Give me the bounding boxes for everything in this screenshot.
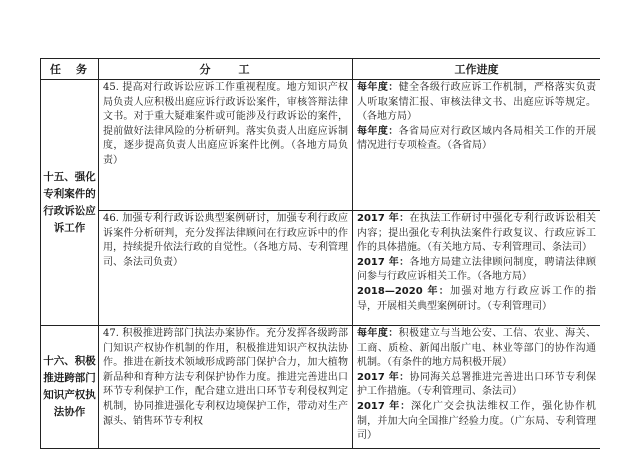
task-table (40, 58, 600, 449)
table-row (41, 326, 601, 449)
progress-item (357, 400, 596, 444)
document-page (40, 58, 600, 452)
progress-item (357, 285, 596, 314)
progress-lead: 每年度： (357, 125, 399, 137)
progress-cell (353, 211, 601, 326)
division-text: 45. 提高对行政诉讼应诉工作重视程度。地方知识产权局负责人应积极出庭应诉行政诉讼案件，审核答辩法律文书。对于重大疑难案件或可能涉及行政诉讼的案件，提前做好法律风险的分析研判。落实负责人出庭应诉制度，逐步提高负责人出庭应诉案件比例。（各地方局负责） (103, 82, 348, 166)
table-row (41, 80, 601, 211)
progress-text: 各地方局建立法律顾问制度，聘请法律顾问参与行政应诉相关工作。（各地方局） (357, 256, 596, 283)
table-row (41, 211, 601, 326)
division-cell (99, 80, 353, 211)
progress-item (357, 327, 596, 371)
division-text: 46. 加强专利行政诉讼典型案例研讨，加强专利行政应诉案件分析研判，充分发挥法律顾问在行政应诉中的作用，持续提升依法行政的自觉性。（各地方局、专利管理司、条法司负责） (103, 213, 348, 268)
progress-text: 积极建立与当地公安、工信、农业、海关、工商、质检、新闻出版广电、林业等部门的协作沟通机制。（有条件的地方局积极开展） (357, 328, 597, 369)
task-cell: 十五、强化专利案件的行政诉讼应诉工作 (41, 80, 99, 326)
progress-cell (353, 326, 601, 449)
header-progress: 工作进度 (353, 59, 601, 80)
progress-lead: 2017 年： (357, 400, 412, 412)
progress-text: 各省局应对行政区域内各局相关工作的开展情况进行专项检查。（各省局） (357, 125, 597, 152)
header-task: 任 务 (41, 59, 99, 80)
header-division: 分 工 (99, 59, 353, 80)
progress-lead: 每年度： (357, 328, 399, 339)
division-text: 47. 积极推进跨部门执法办案协作。充分发挥各级跨部门知识产权协作机制的作用，积极推进知识产权执法协作。推进在新技术领域形成跨部门保护合力，加大植物新品种和育种方法专利保护协作力度。推进完善进出口环节专利保护工作，配合建立进出口环节专利侵权判定机制，协同推进强化专利权边境保护工作，带动对生产源头、销售环节专利权 (103, 328, 348, 427)
progress-text: 协同海关总署推进完善进出口环节专利保护工作措施。（专利管理司、条法司） (357, 371, 596, 398)
division-cell (99, 326, 353, 449)
progress-lead: 2018—2020 年： (357, 285, 451, 297)
progress-lead: 2017 年： (357, 213, 410, 224)
table-header-row (41, 59, 601, 80)
progress-lead: 2017 年： (357, 256, 410, 268)
task-cell: 十六、积极推进跨部门知识产权执法协作 (41, 326, 99, 449)
progress-item (357, 81, 596, 125)
progress-text: 加强对地方行政应诉工作的指导，开展相关典型案例研讨。（专利管理司） (357, 285, 596, 312)
progress-lead: 2017 年： (357, 371, 410, 383)
progress-item (357, 125, 596, 154)
progress-text: 在执法工作研讨中强化专利行政诉讼相关内容；提出强化专利执法案件行政复议、行政应诉工作的具体措施。（有关地方局、专利管理司、条法司） (357, 213, 596, 254)
progress-item (357, 256, 596, 285)
division-cell (99, 211, 353, 326)
progress-lead: 每年度： (357, 82, 399, 93)
progress-text: 健全各级行政应诉工作机制，严格落实负责人听取案情汇报、审核法律文书、出庭应诉等规定。（各地方局） (357, 82, 597, 123)
progress-item (357, 371, 596, 400)
progress-item (357, 212, 596, 256)
progress-text: 深化广交会执法维权工作，强化协作机制，并加大向全国推广经验力度。（广东局、专利管理司） (357, 400, 596, 442)
progress-cell (353, 80, 601, 211)
